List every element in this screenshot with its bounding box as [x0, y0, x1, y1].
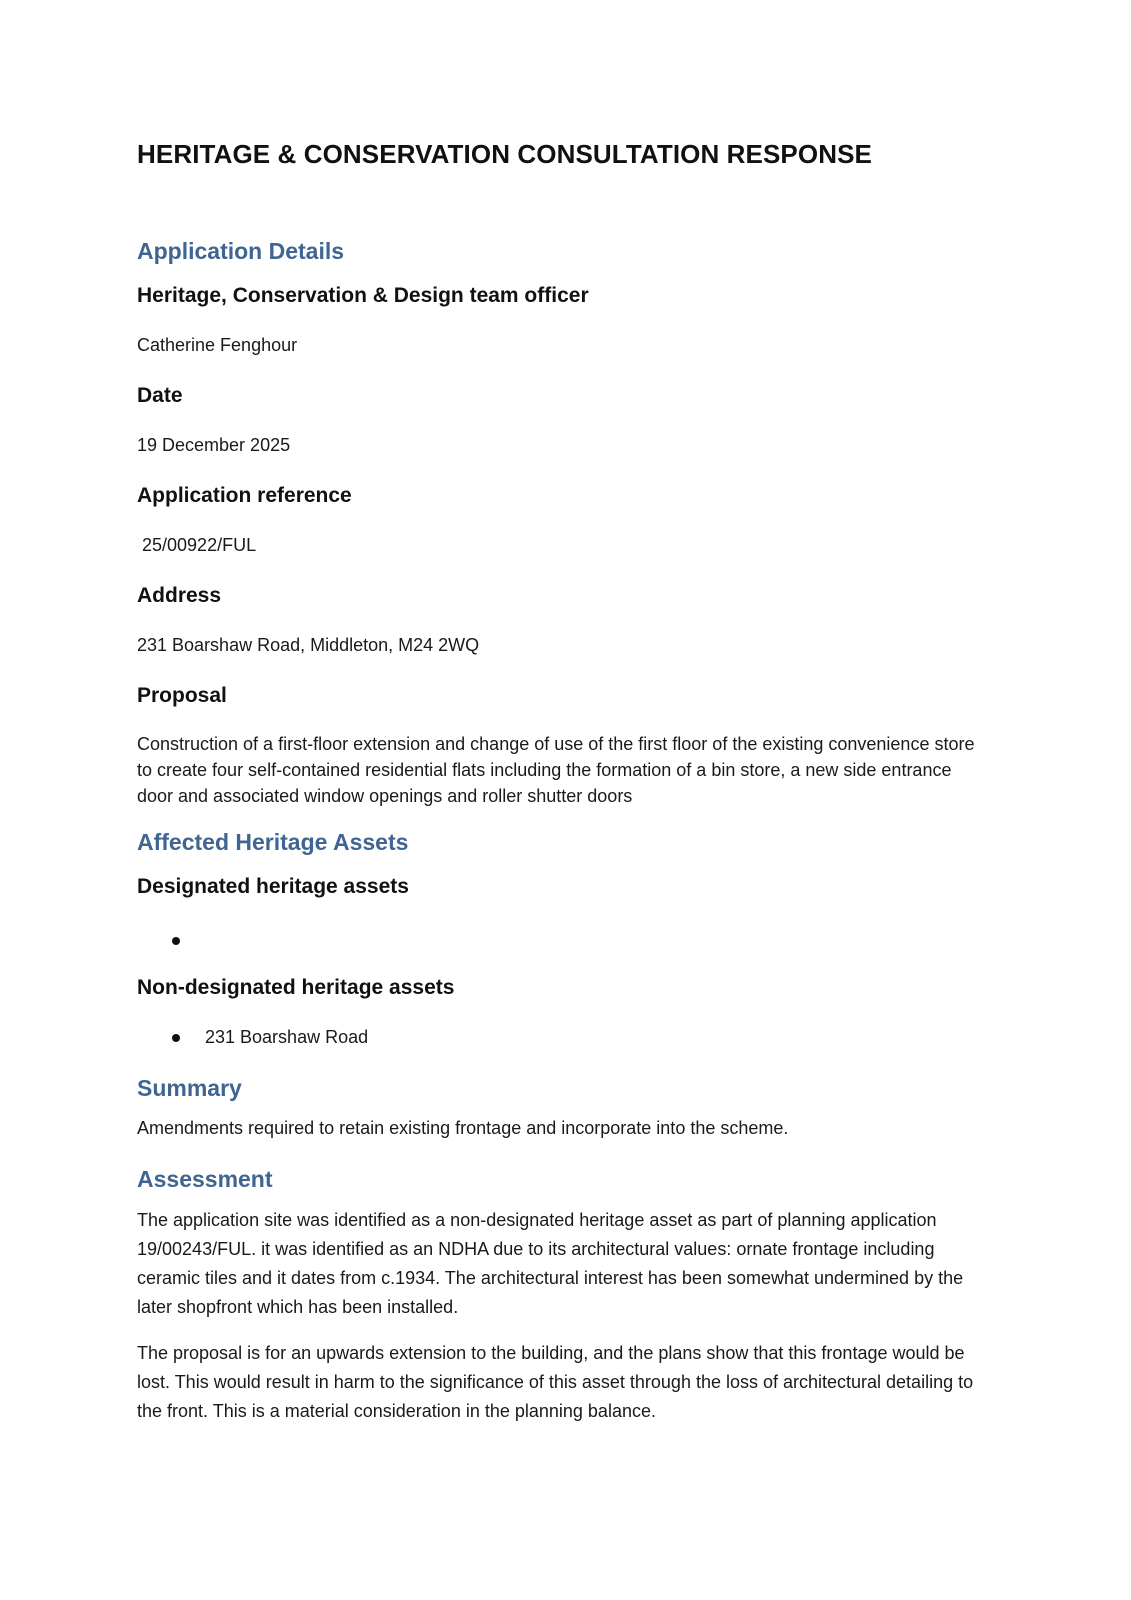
non-designated-asset-item: 231 Boarshaw Road: [205, 1027, 369, 1047]
section-heading-application-details: Application Details: [137, 238, 345, 264]
address-value: 231 Boarshaw Road, Middleton, M24 2WQ: [137, 635, 480, 655]
section-heading-affected-assets: Affected Heritage Assets: [137, 829, 409, 855]
assessment-paragraph-1: The application site was identified as a non-designated heritage asset as part of planning application 19/00243/FUL. it was identified as an NDHA due to its architectural values: ornate frontage including ceramic tiles and it dates from c.1934. The architectural interest has been somewhat undermined by the later shopfront which has been installed.: [137, 1210, 964, 1317]
assessment-paragraph-2: The proposal is for an upwards extension to the building, and the plans show that this frontage would be lost. This would result in harm to the significance of this asset through the loss of architectural detailing to the front. This is a material consideration in the planning balance.: [137, 1343, 974, 1421]
bullet-icon: [172, 937, 180, 945]
officer-label: Heritage, Conservation & Design team officer: [137, 284, 589, 307]
designated-assets-label: Designated heritage assets: [137, 875, 409, 898]
section-heading-summary: Summary: [137, 1075, 242, 1101]
proposal-label: Proposal: [137, 684, 227, 707]
reference-value: 25/00922/FUL: [142, 535, 257, 555]
document-title: HERITAGE & CONSERVATION CONSULTATION RESPONSE: [137, 139, 872, 169]
reference-label: Application reference: [137, 484, 352, 507]
section-heading-assessment: Assessment: [137, 1166, 273, 1192]
address-label: Address: [137, 584, 222, 607]
non-designated-assets-label: Non-designated heritage assets: [137, 976, 455, 999]
bullet-icon: [172, 1034, 180, 1042]
proposal-value: Construction of a first-floor extension and change of use of the first floor of the existing convenience store to create four self-contained residential flats including the formation of a bin store, a new side entrance door and associated window openings and roller shutter doors: [137, 734, 975, 806]
summary-text: Amendments required to retain existing frontage and incorporate into the scheme.: [137, 1118, 789, 1138]
officer-value: Catherine Fenghour: [137, 335, 298, 355]
date-value: 19 December 2025: [137, 435, 291, 455]
date-label: Date: [137, 384, 183, 407]
